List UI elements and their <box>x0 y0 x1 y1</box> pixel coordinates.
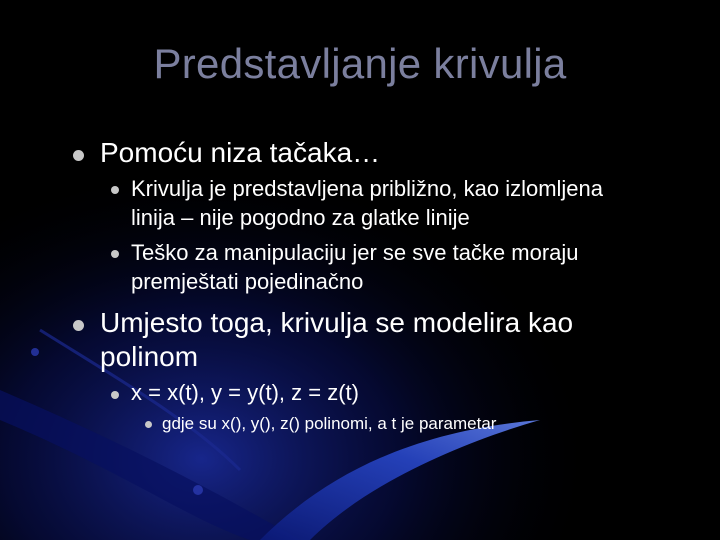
bullet-marker <box>111 391 119 399</box>
bullet-text: Umjesto toga, krivulja se modelira kao <box>100 307 574 338</box>
sub-bullet-line: Teško za manipulaciju jer se sve tačke moraju <box>131 240 579 265</box>
slide-title: Predstavljanje krivulja <box>153 40 567 87</box>
bullet-marker <box>145 421 152 428</box>
sub-bullet-line: Krivulja je predstavljena približno, kao izlomljena <box>131 176 604 201</box>
bullet-marker <box>111 186 119 194</box>
bullet-text: Pomoću niza tačaka… <box>100 137 381 168</box>
sub-bullet-line: linija – nije pogodno za glatke linije <box>131 205 470 230</box>
bullet-marker <box>73 320 84 331</box>
bullet-text: polinom <box>100 341 199 372</box>
bullet-marker <box>73 150 84 161</box>
sub-bullet-line: premještati pojedinačno <box>131 269 364 294</box>
bullet-marker <box>111 250 119 258</box>
sub-sub-bullet-text: gdje su x(), y(), z() polinomi, a t je parametar <box>162 414 497 433</box>
sub-bullet-text: x = x(t), y = y(t), z = z(t) <box>131 380 359 405</box>
